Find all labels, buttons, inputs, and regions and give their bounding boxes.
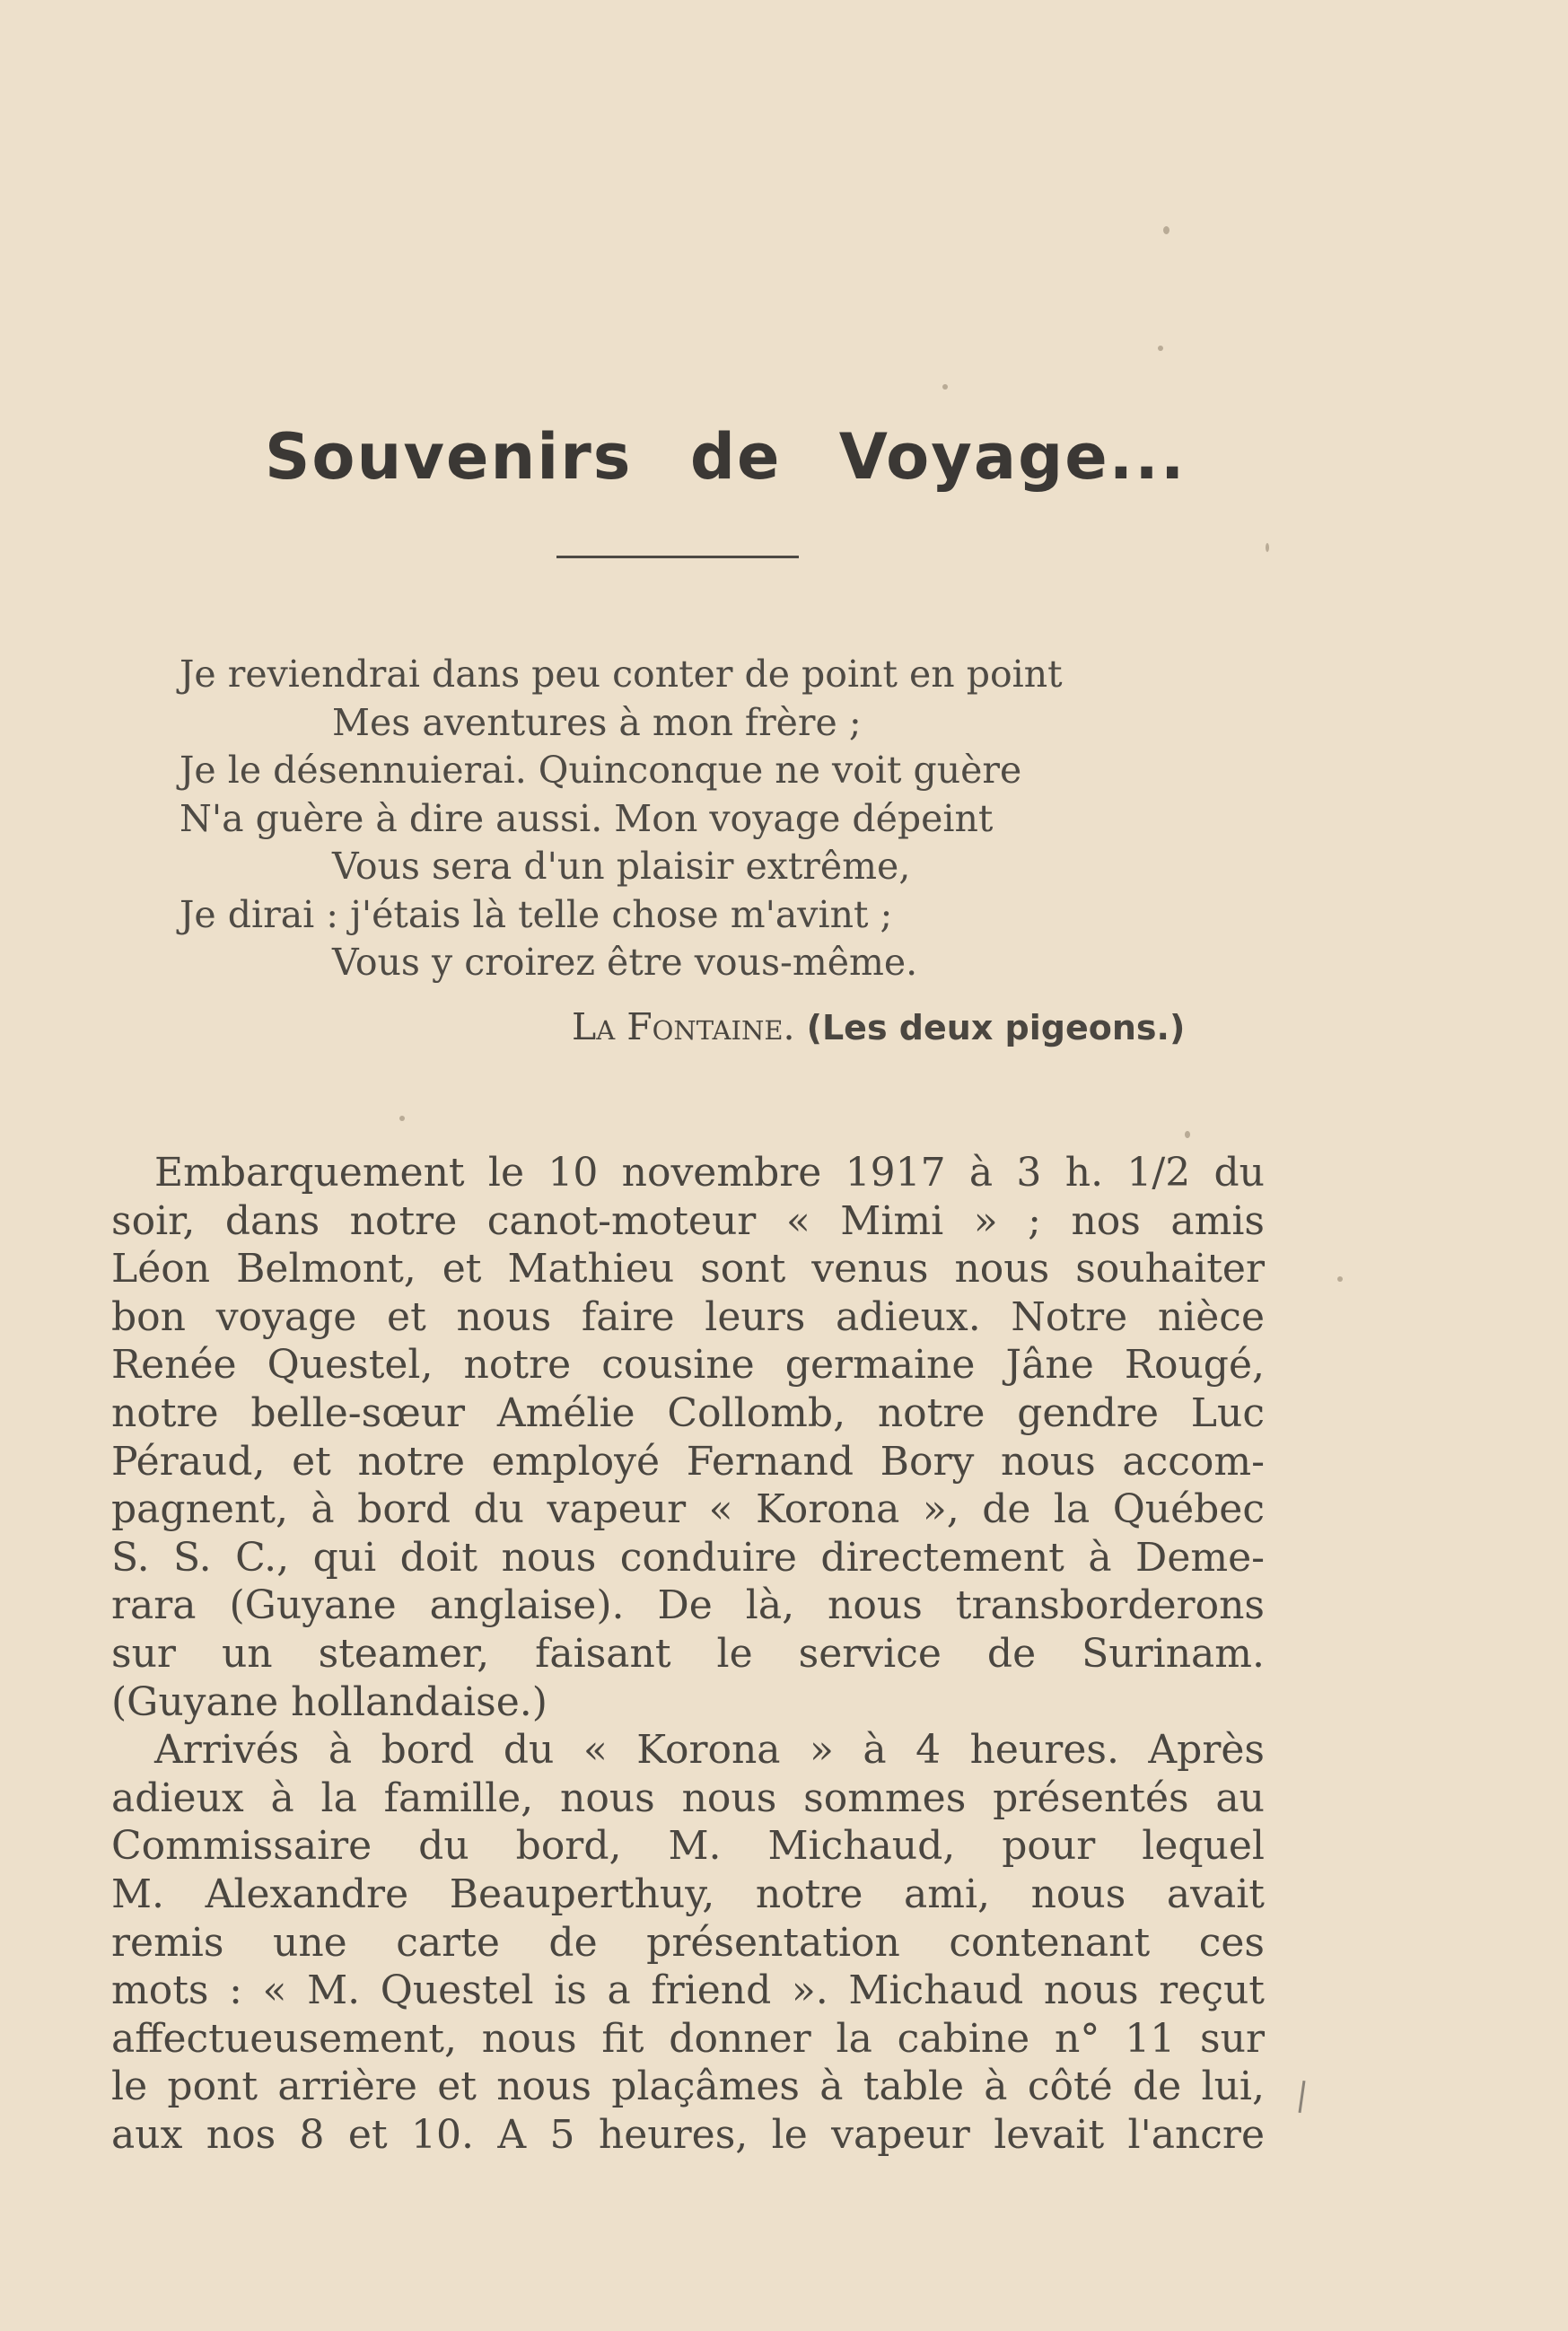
body-line: rara (Guyane anglaise). De là, nous transborderons [111, 1582, 1265, 1629]
paper-speck [1185, 1131, 1190, 1138]
epigraph-line: Je le désennuierai. Quinconque ne voit guère [180, 749, 1022, 792]
body-line: S. S. C., qui doit nous conduire directement à Deme- [111, 1534, 1265, 1581]
body-line: Commissaire du bord, M. Michaud, pour lequel [111, 1823, 1265, 1870]
paper-speck [942, 384, 948, 390]
epigraph-work: (Les deux pigeons.) [806, 1008, 1186, 1047]
body-line: mots : « M. Questel is a friend ». Michaud nous reçut [111, 1967, 1265, 2014]
body-line: bon voyage et nous faire leurs adieux. Notre nièce [111, 1293, 1265, 1340]
body-line: pagnent, à bord du vapeur « Korona », de la Québec [111, 1486, 1265, 1533]
body-line: Embarquement le 10 novembre 1917 à 3 h. 1/2 du [154, 1150, 1265, 1196]
body-line: M. Alexandre Beauperthuy, notre ami, nous avait [111, 1871, 1265, 1917]
paper-speck [1337, 1276, 1343, 1282]
epigraph-line: Vous sera d'un plaisir extrême, [332, 845, 911, 888]
body-line: soir, dans notre canot-moteur « Mimi » ; nos amis [111, 1197, 1265, 1244]
epigraph [180, 651, 1257, 987]
paper-speck [1266, 543, 1269, 552]
body-line: Arrivés à bord du « Korona » à 4 heures. Après [154, 1727, 1265, 1774]
body-line: remis une carte de présentation contenant ces [111, 1919, 1265, 1966]
body-line: (Guyane hollandaise.) [111, 1678, 547, 1725]
paper-speck [1158, 346, 1163, 351]
page-title: Souvenirs de Voyage... [265, 420, 1187, 494]
body-line: sur un steamer, faisant le service de Surinam. [111, 1630, 1265, 1677]
body-line: notre belle-sœur Amélie Collomb, notre gendre Luc [111, 1389, 1265, 1436]
epigraph-line: Je dirai : j'étais là telle chose m'avint ; [180, 892, 893, 936]
epigraph-attribution [572, 1005, 1185, 1048]
body-line: le pont arrière et nous plaçâmes à table à côté de lui, [111, 2064, 1265, 2110]
margin-pencil-mark [1299, 2081, 1306, 2113]
body-line: Léon Belmont, et Mathieu sont venus nous souhaiter [111, 1246, 1265, 1293]
body-line: Renée Questel, notre cousine germaine Jâne Rougé, [111, 1342, 1265, 1389]
epigraph-line: Mes aventures à mon frère ; [332, 700, 862, 744]
epigraph-line: N'a guère à dire aussi. Mon voyage dépeint [180, 796, 994, 840]
epigraph-line: Je reviendrai dans peu conter de point en point [180, 653, 1063, 696]
epigraph-author: La Fontaine. [572, 1005, 795, 1048]
body-line: adieux à la famille, nous nous sommes présentés au [111, 1775, 1265, 1821]
paper-speck [1163, 226, 1169, 234]
epigraph-line: Vous y croirez être vous-même. [332, 941, 918, 984]
title-rule [556, 556, 799, 558]
body-line: aux nos 8 et 10. A 5 heures, le vapeur levait l'ancre [111, 2111, 1265, 2158]
paper-speck [399, 1116, 405, 1121]
body-text [111, 1149, 1265, 2159]
body-line: affectueusement, nous fit donner la cabine n° 11 sur [111, 2015, 1265, 2062]
body-line: Péraud, et notre employé Fernand Bory nous accom- [111, 1438, 1265, 1485]
